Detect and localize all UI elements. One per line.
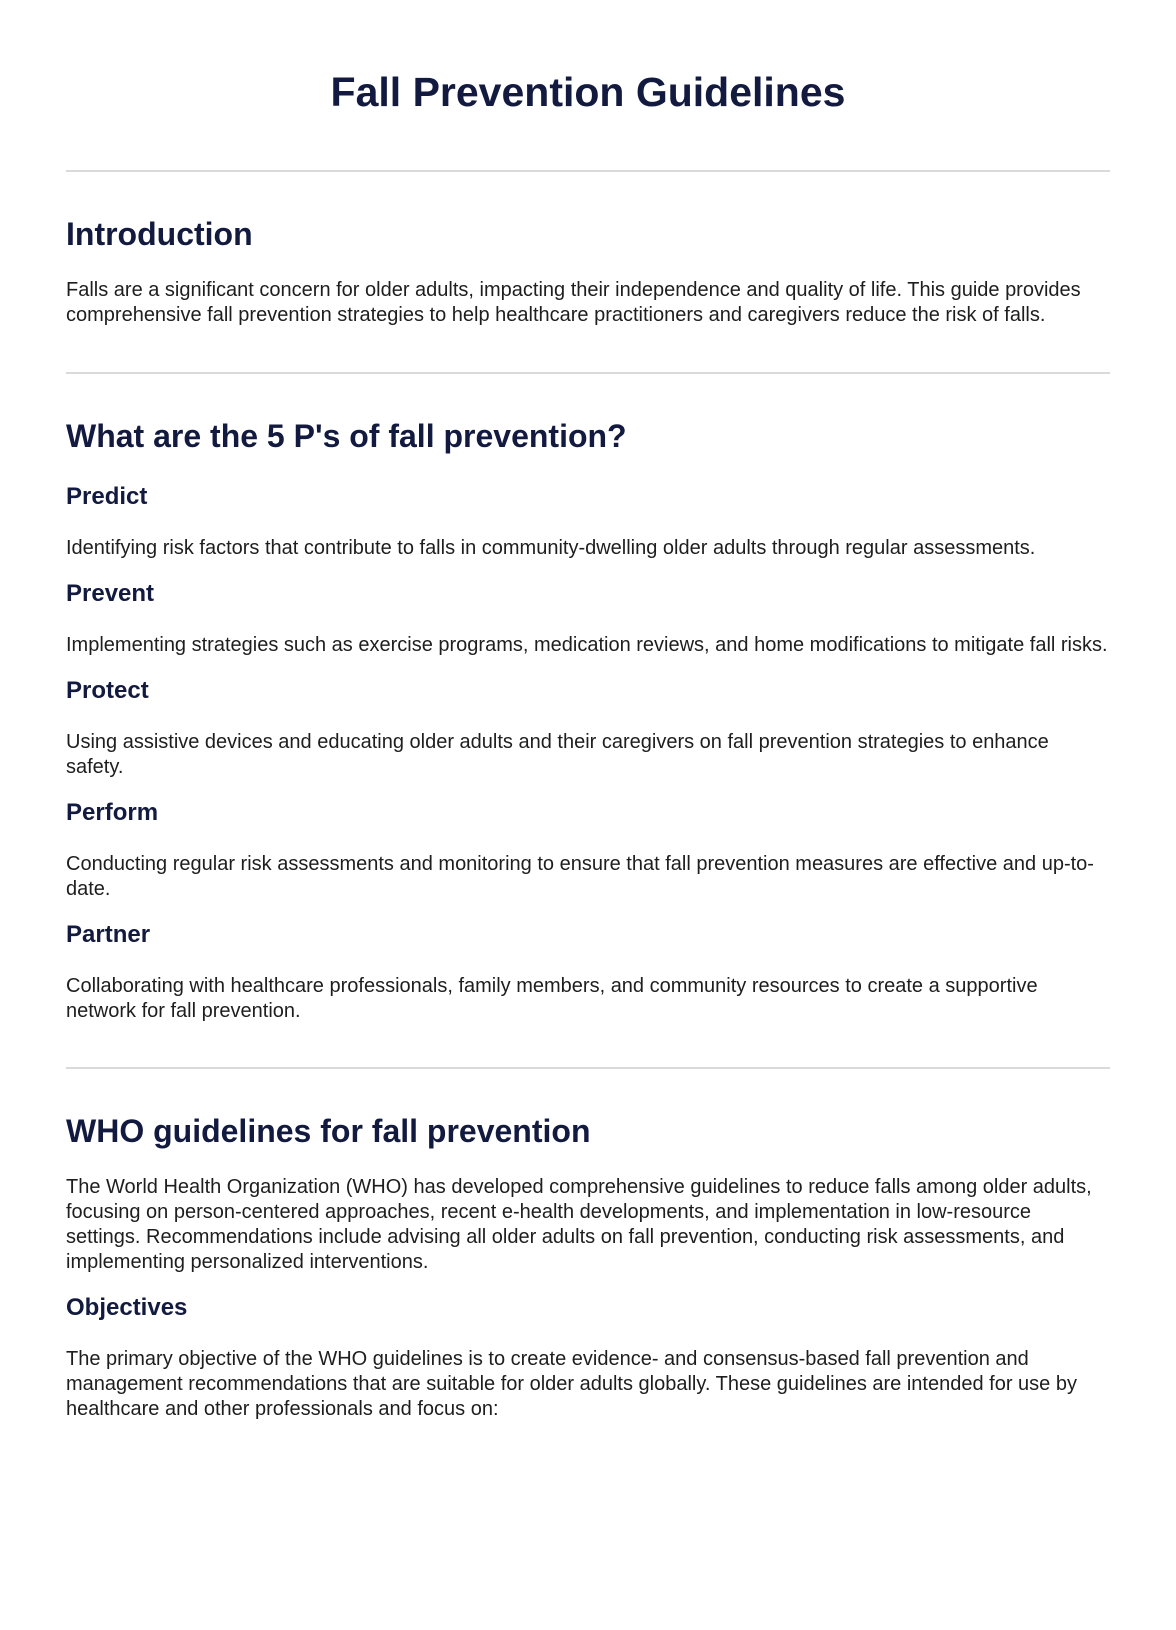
who-guidelines-text: The World Health Organization (WHO) has developed comprehensive guidelines to reduce falls among older adults, focusing on person-centered approaches, recent e-health developments, and implementation in low-resource settings. Recommendations include advising all older adults on fall prevention, conducting risk assessments, and implementing personalized interventions. bbox=[66, 1176, 1092, 1273]
objectives-text: The primary objective of the WHO guidelines is to create evidence- and consensus-based fall prevention and management recommendations that are suitable for older adults globally. These guidelines are intended for use by healthcare and other professionals and focus on: bbox=[66, 1348, 1077, 1420]
introduction-heading: Introduction bbox=[66, 216, 253, 252]
five-ps-item-text: Identifying risk factors that contribute to falls in community-dwelling older adults through regular assessments. bbox=[66, 537, 1036, 559]
section-divider bbox=[66, 1067, 1110, 1069]
five-ps-item-perform bbox=[66, 799, 1110, 902]
who-guidelines-section bbox=[66, 1112, 1110, 1422]
five-ps-item-text: Using assistive devices and educating older adults and their caregivers on fall prevention strategies to enhance safety. bbox=[66, 731, 1049, 778]
five-ps-item-predict bbox=[66, 483, 1110, 561]
introduction-text: Falls are a significant concern for older adults, impacting their independence and quality of life. This guide provides comprehensive fall prevention strategies to help healthcare practitioners and caregivers reduce the risk of falls. bbox=[66, 279, 1081, 326]
five-ps-item-partner bbox=[66, 921, 1110, 1024]
five-ps-item-title: Prevent bbox=[66, 580, 155, 607]
five-ps-item-protect bbox=[66, 677, 1110, 780]
five-ps-item-text: Collaborating with healthcare professionals, family members, and community resources to create a supportive network for fall prevention. bbox=[66, 975, 1038, 1022]
who-guidelines-heading: WHO guidelines for fall prevention bbox=[66, 1113, 591, 1149]
document-title: Fall Prevention Guidelines bbox=[330, 69, 846, 115]
objectives-subsection bbox=[66, 1294, 1110, 1422]
introduction-section bbox=[66, 215, 1110, 328]
section-divider bbox=[66, 372, 1110, 374]
five-ps-section bbox=[66, 417, 1110, 1024]
five-ps-item-text: Implementing strategies such as exercise programs, medication reviews, and home modifications to mitigate fall risks. bbox=[66, 634, 1108, 656]
section-divider bbox=[66, 170, 1110, 172]
objectives-heading: Objectives bbox=[66, 1294, 188, 1321]
five-ps-heading: What are the 5 P's of fall prevention? bbox=[66, 418, 627, 454]
five-ps-item-prevent bbox=[66, 580, 1110, 658]
five-ps-item-title: Perform bbox=[66, 799, 159, 826]
five-ps-item-title: Partner bbox=[66, 921, 151, 948]
five-ps-item-text: Conducting regular risk assessments and monitoring to ensure that fall prevention measures are effective and up-to-date. bbox=[66, 853, 1094, 900]
five-ps-item-title: Protect bbox=[66, 677, 149, 704]
five-ps-item-title: Predict bbox=[66, 483, 148, 510]
